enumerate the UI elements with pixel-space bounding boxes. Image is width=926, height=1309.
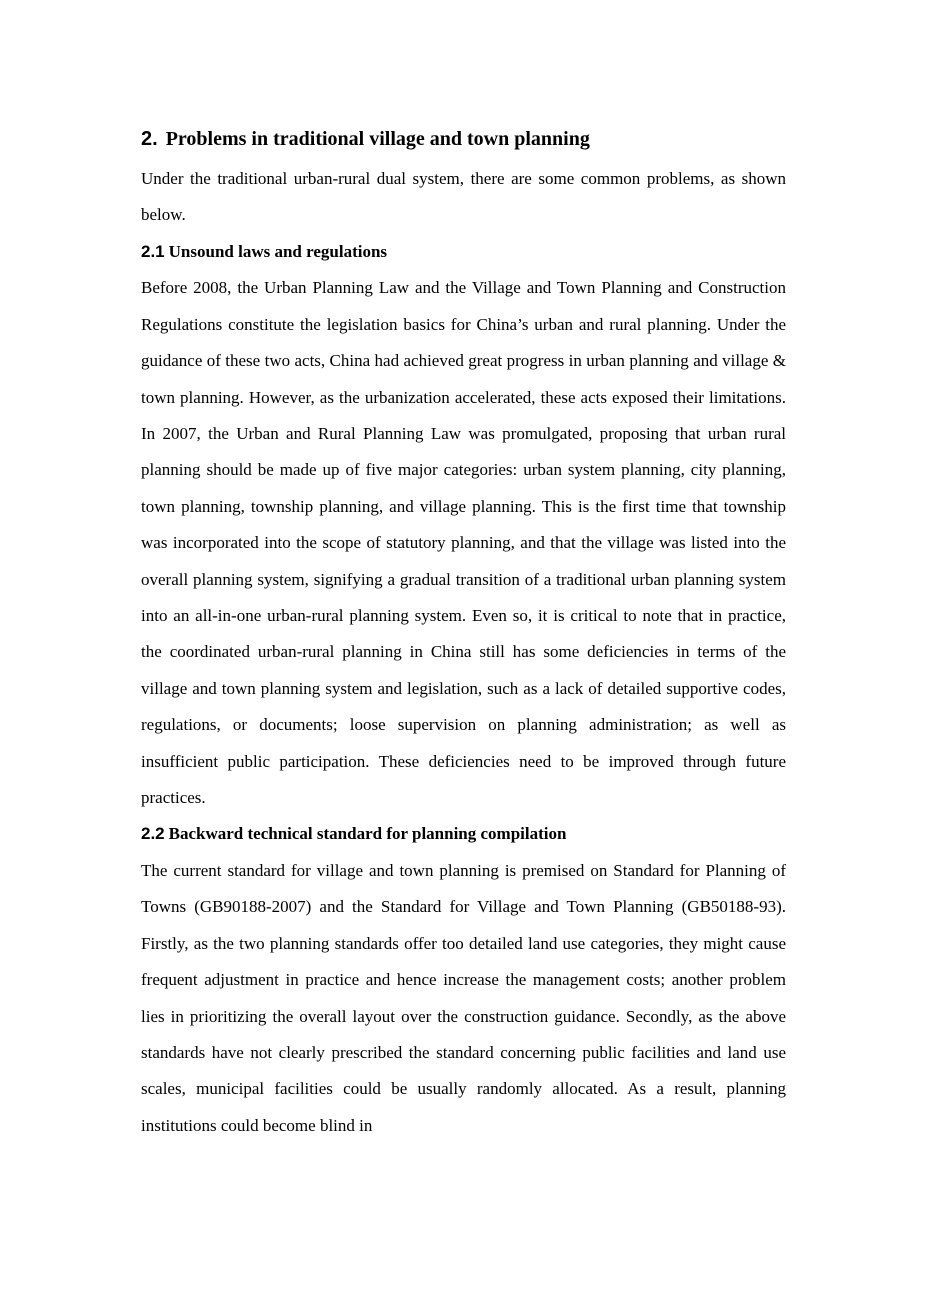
section-number: 2. xyxy=(141,128,158,150)
subsection-heading-2-1 xyxy=(141,234,786,271)
subsection-title: Unsound laws and regulations xyxy=(168,241,388,261)
subsection-title: Backward technical standard for planning compilation xyxy=(168,824,567,844)
intro-paragraph: Under the traditional urban-rural dual system, there are some common problems, as shown below. xyxy=(141,169,786,225)
subsection-number: 2.2 xyxy=(141,824,165,844)
subsection-number: 2.1 xyxy=(141,241,165,261)
subsection-heading-2-2 xyxy=(141,816,786,853)
document-page xyxy=(141,117,786,1144)
section-heading xyxy=(141,117,786,161)
subsection-2-2-paragraph: The current standard for village and town planning is premised on Standard for Planning of Towns (GB90188-2007) and the Standard for Village and Town Planning (GB50188-93). Firstly, as the two planning standards offer too detailed land use categories, they might cause frequent adjustment in practice and hence increase the management costs; another problem lies in prioritizing the overall layout over the construction guidance. Secondly, as the above standards have not clearly prescribed the standard concerning public facilities and land use scales, municipal facilities could be usually randomly allocated. As a result, planning institutions could become blind in xyxy=(141,860,786,1135)
section-title: Problems in traditional village and town planning xyxy=(165,128,590,150)
subsection-2-1-paragraph: Before 2008, the Urban Planning Law and the Village and Town Planning and Construction Regulations constitute the legislation basics for China’s urban and rural planning. Under the guidance of these two acts, China had achieved great progress in urban planning and village & town planning. However, as the urbanization accelerated, these acts exposed their limitations. In 2007, the Urban and Rural Planning Law was promulgated, proposing that urban rural planning should be made up of five major categories: urban system planning, city planning, town planning, township planning, and village planning. This is the first time that township was incorporated into the scope of statutory planning, and that the village was listed into the overall planning system, signifying a gradual transition of a traditional urban planning system into an all-in-one urban-rural planning system. Even so, it is critical to note that in practice, the coordinated urban-rural planning in China still has some deficiencies in terms of the village and town planning system and legislation, such as a lack of detailed supportive codes, regulations, or documents; loose supervision on planning administration; as well as insufficient public participation. These deficiencies need to be improved through future practices. xyxy=(141,278,786,807)
